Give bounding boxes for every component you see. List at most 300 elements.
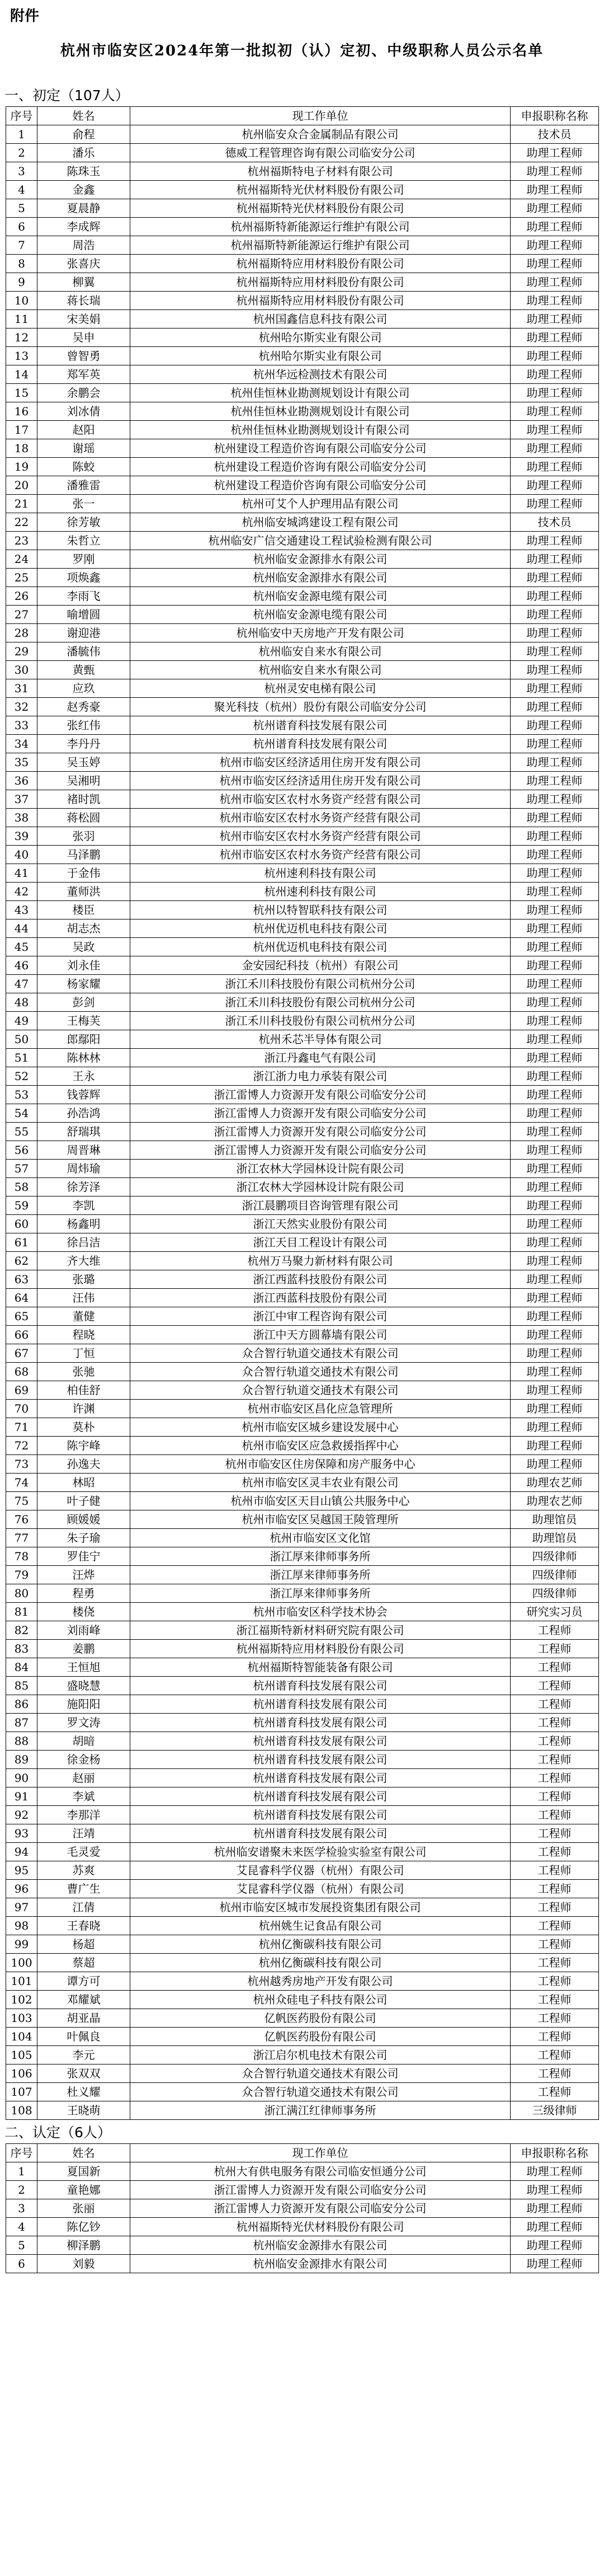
title-name: 工程师 (511, 2009, 599, 2028)
person-name: 赵丽 (37, 1769, 130, 1787)
work-unit: 杭州建设工程造价咨询有限公司临安分公司 (130, 439, 511, 458)
work-unit: 浙江雷博人力资源开发有限公司临安分公司 (130, 1123, 511, 1141)
title-name: 助理工程师 (511, 975, 599, 993)
person-name: 楼臣 (37, 901, 130, 919)
work-unit: 浙江丹鑫电气有限公司 (130, 1049, 511, 1067)
person-name: 吴玉婷 (37, 753, 130, 772)
person-name: 柳翼 (37, 273, 130, 292)
person-name: 李雨飞 (37, 587, 130, 606)
person-name: 张丽 (37, 2199, 130, 2218)
table-row (6, 218, 599, 236)
work-unit: 浙江天然实业股份有限公司 (130, 1215, 511, 1233)
table-row (6, 938, 599, 956)
person-name: 柳泽鹏 (37, 2236, 130, 2255)
person-name: 蔡超 (37, 1954, 130, 1972)
person-name: 李那洋 (37, 1806, 130, 1824)
header-no: 序号 (6, 2144, 37, 2162)
work-unit: 众合智行轨道交通技术有限公司 (130, 2064, 511, 2083)
person-name: 赵秀豪 (37, 698, 130, 716)
work-unit: 杭州佳恒林业勘测规划设计有限公司 (130, 421, 511, 439)
person-name: 李凯 (37, 1196, 130, 1215)
table-row (6, 1455, 599, 1474)
title-name: 助理农艺师 (511, 1492, 599, 1510)
row-number: 65 (6, 1307, 37, 1326)
row-number: 12 (6, 329, 37, 347)
person-name: 董师洪 (37, 883, 130, 901)
title-name: 助理工程师 (511, 144, 599, 162)
table-row (6, 2083, 599, 2101)
person-name: 孙逸夫 (37, 1455, 130, 1474)
work-unit: 杭州福斯特新能源运行维护有限公司 (130, 218, 511, 236)
header-name: 姓名 (37, 107, 130, 125)
work-unit: 亿帆医药股份有限公司 (130, 2028, 511, 2046)
table-row (6, 1843, 599, 1861)
row-number: 1 (6, 2162, 37, 2181)
work-unit: 杭州佳恒林业勘测规划设计有限公司 (130, 402, 511, 421)
table-row (6, 1954, 599, 1972)
title-name: 工程师 (511, 2064, 599, 2083)
table-row (6, 513, 599, 532)
table-row (6, 1086, 599, 1104)
table-row (6, 365, 599, 384)
work-unit: 杭州市临安区城乡建设发展中心 (130, 1418, 511, 1437)
table-row (6, 2181, 599, 2199)
title-name: 助理工程师 (511, 2236, 599, 2255)
table-row (6, 1566, 599, 1584)
person-name: 陈珠玉 (37, 162, 130, 181)
row-number: 107 (6, 2083, 37, 2101)
row-number: 53 (6, 1086, 37, 1104)
work-unit: 杭州市临安区农村水务资产经营有限公司 (130, 790, 511, 809)
table-row (6, 532, 599, 550)
row-number: 83 (6, 1640, 37, 1658)
row-number: 41 (6, 864, 37, 883)
table-row (6, 1012, 599, 1030)
title-name: 研究实习员 (511, 1603, 599, 1621)
row-number: 8 (6, 255, 37, 273)
person-name: 徐芳泽 (37, 1178, 130, 1196)
work-unit: 杭州福斯特新能源运行维护有限公司 (130, 236, 511, 255)
title-name: 助理馆员 (511, 1529, 599, 1547)
work-unit: 杭州福斯特应用材料股份有限公司 (130, 255, 511, 273)
person-name: 童艳娜 (37, 2181, 130, 2199)
row-number: 90 (6, 1769, 37, 1787)
work-unit: 杭州姚生记食品有限公司 (130, 1917, 511, 1935)
title-name: 助理工程师 (511, 919, 599, 938)
person-name: 汪伟 (37, 1289, 130, 1307)
row-number: 47 (6, 975, 37, 993)
table-row (6, 2064, 599, 2083)
work-unit: 杭州谱育科技发展有限公司 (130, 1769, 511, 1787)
table-row (6, 347, 599, 365)
person-name: 楼侥 (37, 1603, 130, 1621)
work-unit: 杭州谱育科技发展有限公司 (130, 1732, 511, 1751)
row-number: 87 (6, 1714, 37, 1732)
row-number: 4 (6, 181, 37, 199)
table-row (6, 1196, 599, 1215)
title-name: 助理工程师 (511, 2162, 599, 2181)
title-name: 工程师 (511, 1714, 599, 1732)
table-row (6, 1418, 599, 1437)
title-name: 三级律师 (511, 2101, 599, 2120)
table-row (6, 1104, 599, 1123)
person-name: 曾智勇 (37, 347, 130, 365)
person-name: 徐金杨 (37, 1751, 130, 1769)
table-row (6, 181, 599, 199)
row-number: 14 (6, 365, 37, 384)
title-name: 工程师 (511, 1824, 599, 1843)
work-unit: 杭州临安众合金属制品有限公司 (130, 125, 511, 144)
table-row (6, 199, 599, 218)
work-unit: 浙江中审工程咨询有限公司 (130, 1307, 511, 1326)
title-name: 助理工程师 (511, 550, 599, 569)
table-row (6, 1898, 599, 1917)
table-row (6, 310, 599, 329)
work-unit: 杭州市临安区科学技术协会 (130, 1603, 511, 1621)
work-unit: 杭州市临安区城市发展投资集团有限公司 (130, 1898, 511, 1917)
work-unit: 杭州华远检测技术有限公司 (130, 365, 511, 384)
title-name: 工程师 (511, 1787, 599, 1806)
work-unit: 浙江厚来律师事务所 (130, 1566, 511, 1584)
person-name: 吴湘明 (37, 772, 130, 790)
table-row (6, 1972, 599, 1991)
work-unit: 杭州越秀房地产开发有限公司 (130, 1972, 511, 1991)
title-name: 工程师 (511, 1621, 599, 1640)
title-name: 助理工程师 (511, 735, 599, 753)
person-name: 王恒旭 (37, 1658, 130, 1677)
table-row (6, 1677, 599, 1695)
title-name: 助理工程师 (511, 883, 599, 901)
person-name: 刘冰倩 (37, 402, 130, 421)
table-row (6, 1695, 599, 1714)
title-name: 四级律师 (511, 1547, 599, 1566)
work-unit: 浙江农林大学园林设计院有限公司 (130, 1160, 511, 1178)
title-name: 助理工程师 (511, 402, 599, 421)
title-name: 工程师 (511, 1806, 599, 1824)
table-row (6, 1640, 599, 1658)
row-number: 63 (6, 1270, 37, 1289)
title-name: 助理工程师 (511, 384, 599, 402)
person-name: 陈蛟 (37, 458, 130, 476)
work-unit: 杭州市临安区经济适用住房开发有限公司 (130, 753, 511, 772)
person-name: 柏佳舒 (37, 1381, 130, 1400)
table-row (6, 125, 599, 144)
table-row (6, 236, 599, 255)
title-name: 技术员 (511, 513, 599, 532)
person-name: 程晓 (37, 1326, 130, 1344)
person-name: 周炜瑜 (37, 1160, 130, 1178)
row-number: 101 (6, 1972, 37, 1991)
work-unit: 杭州亿衡碳科技有限公司 (130, 1954, 511, 1972)
work-unit: 众合智行轨道交通技术有限公司 (130, 2083, 511, 2101)
table-row (6, 550, 599, 569)
table-row (6, 2028, 599, 2046)
title-name: 助理工程师 (511, 181, 599, 199)
row-number: 46 (6, 956, 37, 975)
person-name: 王春晓 (37, 1917, 130, 1935)
row-number: 56 (6, 1141, 37, 1160)
person-name: 彭剑 (37, 993, 130, 1012)
row-number: 102 (6, 1991, 37, 2009)
person-name: 江倩 (37, 1898, 130, 1917)
table-row (6, 1307, 599, 1326)
work-unit: 杭州市临安区应急救援指挥中心 (130, 1437, 511, 1455)
table-row (6, 1289, 599, 1307)
table-row (6, 569, 599, 587)
work-unit: 杭州市临安区天目山镇公共服务中心 (130, 1492, 511, 1510)
person-name: 金鑫 (37, 181, 130, 199)
row-number: 62 (6, 1252, 37, 1270)
person-name: 谢迎港 (37, 624, 130, 642)
person-name: 陈亿钞 (37, 2218, 130, 2236)
work-unit: 杭州以特智联科技有限公司 (130, 901, 511, 919)
work-unit: 浙江厚来律师事务所 (130, 1547, 511, 1566)
table-row (6, 1584, 599, 1603)
work-unit: 杭州可艾个人护理用品有限公司 (130, 495, 511, 513)
row-number: 79 (6, 1566, 37, 1584)
person-name: 杜义耀 (37, 2083, 130, 2101)
table-row (6, 292, 599, 310)
work-unit: 杭州临安金源排水有限公司 (130, 2255, 511, 2273)
person-name: 李元 (37, 2046, 130, 2064)
row-number: 5 (6, 2236, 37, 2255)
table-row (6, 1732, 599, 1751)
work-unit: 杭州市临安区昌化应急管理所 (130, 1400, 511, 1418)
person-name: 刘毅 (37, 2255, 130, 2273)
table-row (6, 421, 599, 439)
row-number: 89 (6, 1751, 37, 1769)
title-name: 工程师 (511, 1861, 599, 1880)
table-row (6, 587, 599, 606)
person-name: 吴政 (37, 938, 130, 956)
person-name: 叶佩良 (37, 2028, 130, 2046)
row-number: 9 (6, 273, 37, 292)
work-unit: 杭州市临安区住房保障和房产服务中心 (130, 1455, 511, 1474)
row-number: 70 (6, 1400, 37, 1418)
person-name: 程勇 (37, 1584, 130, 1603)
table-row (6, 2199, 599, 2218)
row-number: 22 (6, 513, 37, 532)
table-row (6, 1510, 599, 1529)
work-unit: 杭州市临安区文化馆 (130, 1529, 511, 1547)
work-unit: 杭州福斯特应用材料股份有限公司 (130, 1640, 511, 1658)
person-name: 曹广生 (37, 1880, 130, 1898)
table-row (6, 735, 599, 753)
table-row (6, 1917, 599, 1935)
person-name: 张羽 (37, 827, 130, 846)
row-number: 103 (6, 2009, 37, 2028)
row-number: 88 (6, 1732, 37, 1751)
person-name: 张一 (37, 495, 130, 513)
person-name: 俞程 (37, 125, 130, 144)
title-name: 助理工程师 (511, 790, 599, 809)
work-unit: 杭州亿衡碳科技有限公司 (130, 1935, 511, 1954)
row-number: 68 (6, 1363, 37, 1381)
person-name: 张双双 (37, 2064, 130, 2083)
person-name: 余鹏会 (37, 384, 130, 402)
person-name: 盛晓慧 (37, 1677, 130, 1695)
title-name: 助理工程师 (511, 1104, 599, 1123)
title-name: 工程师 (511, 1769, 599, 1787)
table-row (6, 1547, 599, 1566)
table-header-row (6, 107, 599, 125)
row-number: 85 (6, 1677, 37, 1695)
person-name: 杨家耀 (37, 975, 130, 993)
person-name: 刘永佳 (37, 956, 130, 975)
person-name: 谢瑶 (37, 439, 130, 458)
row-number: 24 (6, 550, 37, 569)
table-row (6, 642, 599, 661)
work-unit: 浙江天目工程设计有限公司 (130, 1233, 511, 1252)
person-name: 苏爽 (37, 1861, 130, 1880)
header-no: 序号 (6, 107, 37, 125)
work-unit: 杭州福斯特光伏材料股份有限公司 (130, 2218, 511, 2236)
person-name: 陈宇峰 (37, 1437, 130, 1455)
title-name: 助理工程师 (511, 458, 599, 476)
title-name: 工程师 (511, 1991, 599, 2009)
title-name: 技术员 (511, 125, 599, 144)
table-row (6, 458, 599, 476)
title-name: 助理工程师 (511, 1141, 599, 1160)
row-number: 75 (6, 1492, 37, 1510)
table-row (6, 1529, 599, 1547)
person-name: 罗文涛 (37, 1714, 130, 1732)
person-name: 潘乐 (37, 144, 130, 162)
work-unit: 杭州谱育科技发展有限公司 (130, 1787, 511, 1806)
row-number: 2 (6, 144, 37, 162)
work-unit: 杭州临安金源电缆有限公司 (130, 606, 511, 624)
work-unit: 杭州市临安区吴越国王陵管理所 (130, 1510, 511, 1529)
work-unit: 浙江晨鹏项目咨询管理有限公司 (130, 1196, 511, 1215)
row-number: 49 (6, 1012, 37, 1030)
person-name: 胡志杰 (37, 919, 130, 938)
person-name: 蒋松圆 (37, 809, 130, 827)
work-unit: 浙江厚来律师事务所 (130, 1584, 511, 1603)
person-name: 宋美娟 (37, 310, 130, 329)
work-unit: 德威工程管理咨询有限公司临安分公司 (130, 144, 511, 162)
work-unit: 亿帆医药股份有限公司 (130, 2009, 511, 2028)
work-unit: 杭州建设工程造价咨询有限公司临安分公司 (130, 458, 511, 476)
person-name: 姜鹏 (37, 1640, 130, 1658)
work-unit: 杭州市临安区灵丰农业有限公司 (130, 1474, 511, 1492)
person-name: 罗刚 (37, 550, 130, 569)
title-name: 助理工程师 (511, 1326, 599, 1344)
person-name: 褚时凯 (37, 790, 130, 809)
title-name: 工程师 (511, 1677, 599, 1695)
person-name: 莫朴 (37, 1418, 130, 1437)
row-number: 23 (6, 532, 37, 550)
work-unit: 艾昆睿科学仪器（杭州）有限公司 (130, 1880, 511, 1898)
title-name: 助理工程师 (511, 624, 599, 642)
row-number: 25 (6, 569, 37, 587)
work-unit: 杭州万马聚力新材料有限公司 (130, 1252, 511, 1270)
table-row (6, 2236, 599, 2255)
row-number: 58 (6, 1178, 37, 1196)
table-row (6, 1787, 599, 1806)
title-name: 助理工程师 (511, 273, 599, 292)
title-name: 助理工程师 (511, 292, 599, 310)
person-name: 李成辉 (37, 218, 130, 236)
title-name: 助理工程师 (511, 1437, 599, 1455)
row-number: 16 (6, 402, 37, 421)
work-unit: 浙江中天方圆幕墙有限公司 (130, 1326, 511, 1344)
table-row (6, 1178, 599, 1196)
person-name: 汪靖 (37, 1824, 130, 1843)
work-unit: 杭州谱育科技发展有限公司 (130, 735, 511, 753)
row-number: 93 (6, 1824, 37, 1843)
header-unit: 现工作单位 (130, 107, 511, 125)
person-name: 汪烨 (37, 1566, 130, 1584)
person-name: 张喜庆 (37, 255, 130, 273)
work-unit: 浙江雷博人力资源开发有限公司临安分公司 (130, 2199, 511, 2218)
table-row (6, 661, 599, 679)
work-unit: 杭州谱育科技发展有限公司 (130, 1714, 511, 1732)
person-name: 施阳阳 (37, 1695, 130, 1714)
table-row (6, 1474, 599, 1492)
work-unit: 杭州福斯特智能装备有限公司 (130, 1658, 511, 1677)
work-unit: 杭州国鑫信息科技有限公司 (130, 310, 511, 329)
attachment-label: 附件 (10, 8, 40, 25)
work-unit: 杭州建设工程造价咨询有限公司临安分公司 (130, 476, 511, 495)
title-name: 助理工程师 (511, 347, 599, 365)
work-unit: 杭州谱育科技发展有限公司 (130, 1695, 511, 1714)
table-row (6, 975, 599, 993)
title-name: 助理工程师 (511, 1215, 599, 1233)
table-row (6, 144, 599, 162)
person-name: 王永 (37, 1067, 130, 1086)
row-number: 26 (6, 587, 37, 606)
work-unit: 众合智行轨道交通技术有限公司 (130, 1344, 511, 1363)
table-row (6, 1270, 599, 1289)
title-name: 助理工程师 (511, 1400, 599, 1418)
row-number: 100 (6, 1954, 37, 1972)
work-unit: 杭州哈尔斯实业有限公司 (130, 329, 511, 347)
work-unit: 杭州福斯特电子材料有限公司 (130, 162, 511, 181)
initial-table (6, 106, 599, 2120)
work-unit: 杭州临安自来水有限公司 (130, 661, 511, 679)
title-name: 助理工程师 (511, 901, 599, 919)
row-number: 104 (6, 2028, 37, 2046)
row-number: 92 (6, 1806, 37, 1824)
work-unit: 杭州临安广信交通建设工程试验检测有限公司 (130, 532, 511, 550)
row-number: 28 (6, 624, 37, 642)
table-row (6, 2218, 599, 2236)
table-row (6, 624, 599, 642)
table-row (6, 1326, 599, 1344)
row-number: 7 (6, 236, 37, 255)
person-name: 李丹丹 (37, 735, 130, 753)
title-name: 助理馆员 (511, 1510, 599, 1529)
title-name: 助理工程师 (511, 199, 599, 218)
title-name: 助理工程师 (511, 1418, 599, 1437)
title-name: 助理工程师 (511, 1381, 599, 1400)
work-unit: 杭州临安金源排水有限公司 (130, 550, 511, 569)
work-unit: 杭州市临安区农村水务资产经营有限公司 (130, 809, 511, 827)
row-number: 39 (6, 827, 37, 846)
work-unit: 杭州谱育科技发展有限公司 (130, 1824, 511, 1843)
work-unit: 杭州临安城鸿建设工程有限公司 (130, 513, 511, 532)
title-name: 助理工程师 (511, 993, 599, 1012)
person-name: 毛灵爱 (37, 1843, 130, 1861)
title-name: 工程师 (511, 1695, 599, 1714)
work-unit: 杭州市临安区农村水务资产经营有限公司 (130, 827, 511, 846)
header-name: 姓名 (37, 2144, 130, 2162)
row-number: 51 (6, 1049, 37, 1067)
row-number: 40 (6, 846, 37, 864)
title-name: 助理工程师 (511, 2255, 599, 2273)
row-number: 6 (6, 2255, 37, 2273)
row-number: 27 (6, 606, 37, 624)
